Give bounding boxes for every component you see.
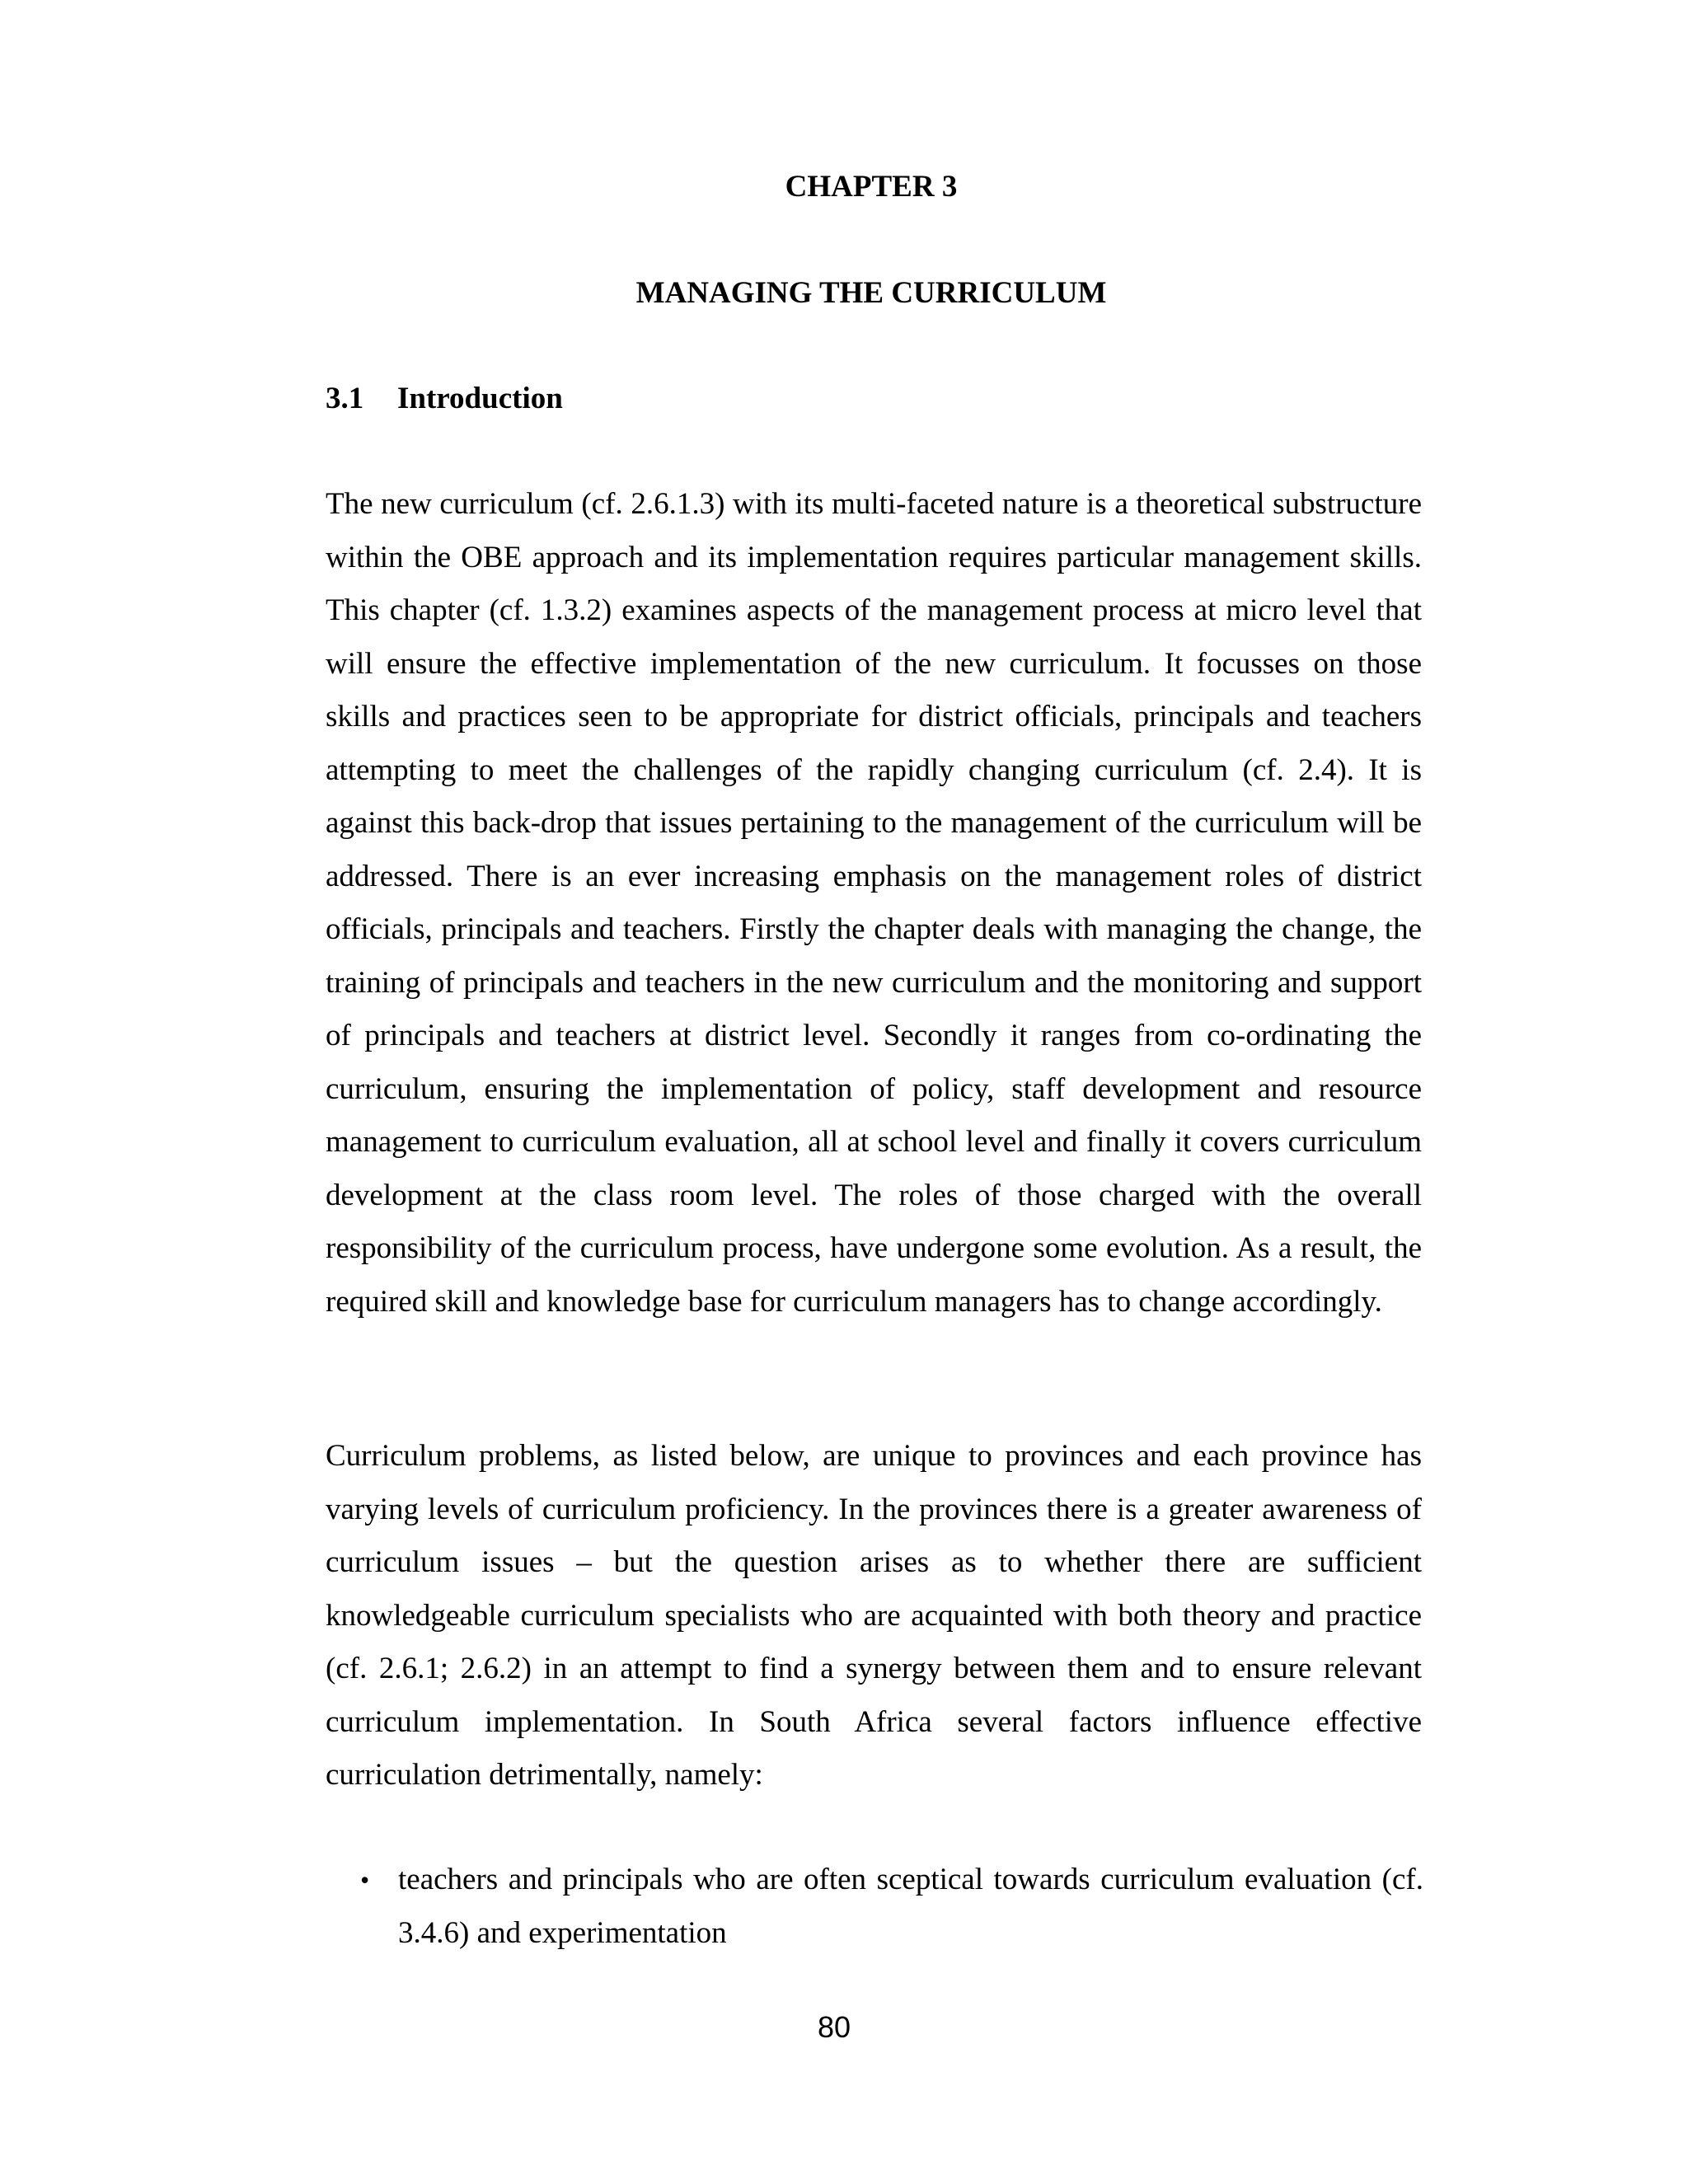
chapter-label: CHAPTER 3 bbox=[785, 170, 958, 204]
section-heading bbox=[326, 381, 563, 417]
bullet-text: teachers and principals who are often sceptical towards curriculum evaluation (cf. 3.4.6) and experimentation bbox=[398, 1863, 1423, 1950]
section-title: Introduction bbox=[397, 382, 563, 415]
page-number: 80 bbox=[817, 2010, 851, 2044]
section-number: 3.1 bbox=[326, 382, 364, 415]
bullet-list-item bbox=[360, 1854, 1423, 1960]
bullet-icon: • bbox=[360, 1865, 370, 1895]
paragraph: The new curriculum (cf. 2.6.1.3) with its multi-faceted nature is a theoretical substructure within the OBE approach and its implementation requires particular management skills. This chapter (cf. 1.3.2) examines aspects of the management process at micro level that will ensure the effective implementation of the new curriculum. It focusses on those skills and practices seen to be appropriate for district officials, principals and teachers attempting to meet the challenges of the rapidly changing curriculum (cf. 2.4). It is against this back-drop that issues pertaining to the management of the curriculum will be addressed. There is an ever increasing emphasis on the management roles of district officials, principals and teachers. Firstly the chapter deals with managing the change, the training of principals and teachers in the new curriculum and the monitoring and support of principals and teachers at district level. Secondly it ranges from co-ordinating the curriculum, ensuring the implementation of policy, staff development and resource management to curriculum evaluation, all at school level and finally it covers curriculum development at the class room level. The roles of those charged with the overall responsibility of the curriculum process, have undergone some evolution. As a result, the required skill and knowledge base for curriculum managers has to change accordingly. bbox=[326, 487, 1422, 1319]
chapter-title: MANAGING THE CURRICULUM bbox=[635, 276, 1107, 310]
paragraph: Curriculum problems, as listed below, are unique to provinces and each province has varying levels of curriculum proficiency. In the provinces there is a greater awareness of curriculum issues – but the question arises as to whether there are sufficient knowledgeable curriculum specialists who are acquainted with both theory and practice (cf. 2.6.1; 2.6.2) in an attempt to find a synergy between them and to ensure relevant curriculum implementation. In South Africa several factors influence effective curriculation detrimentally, namely: bbox=[326, 1439, 1422, 1792]
